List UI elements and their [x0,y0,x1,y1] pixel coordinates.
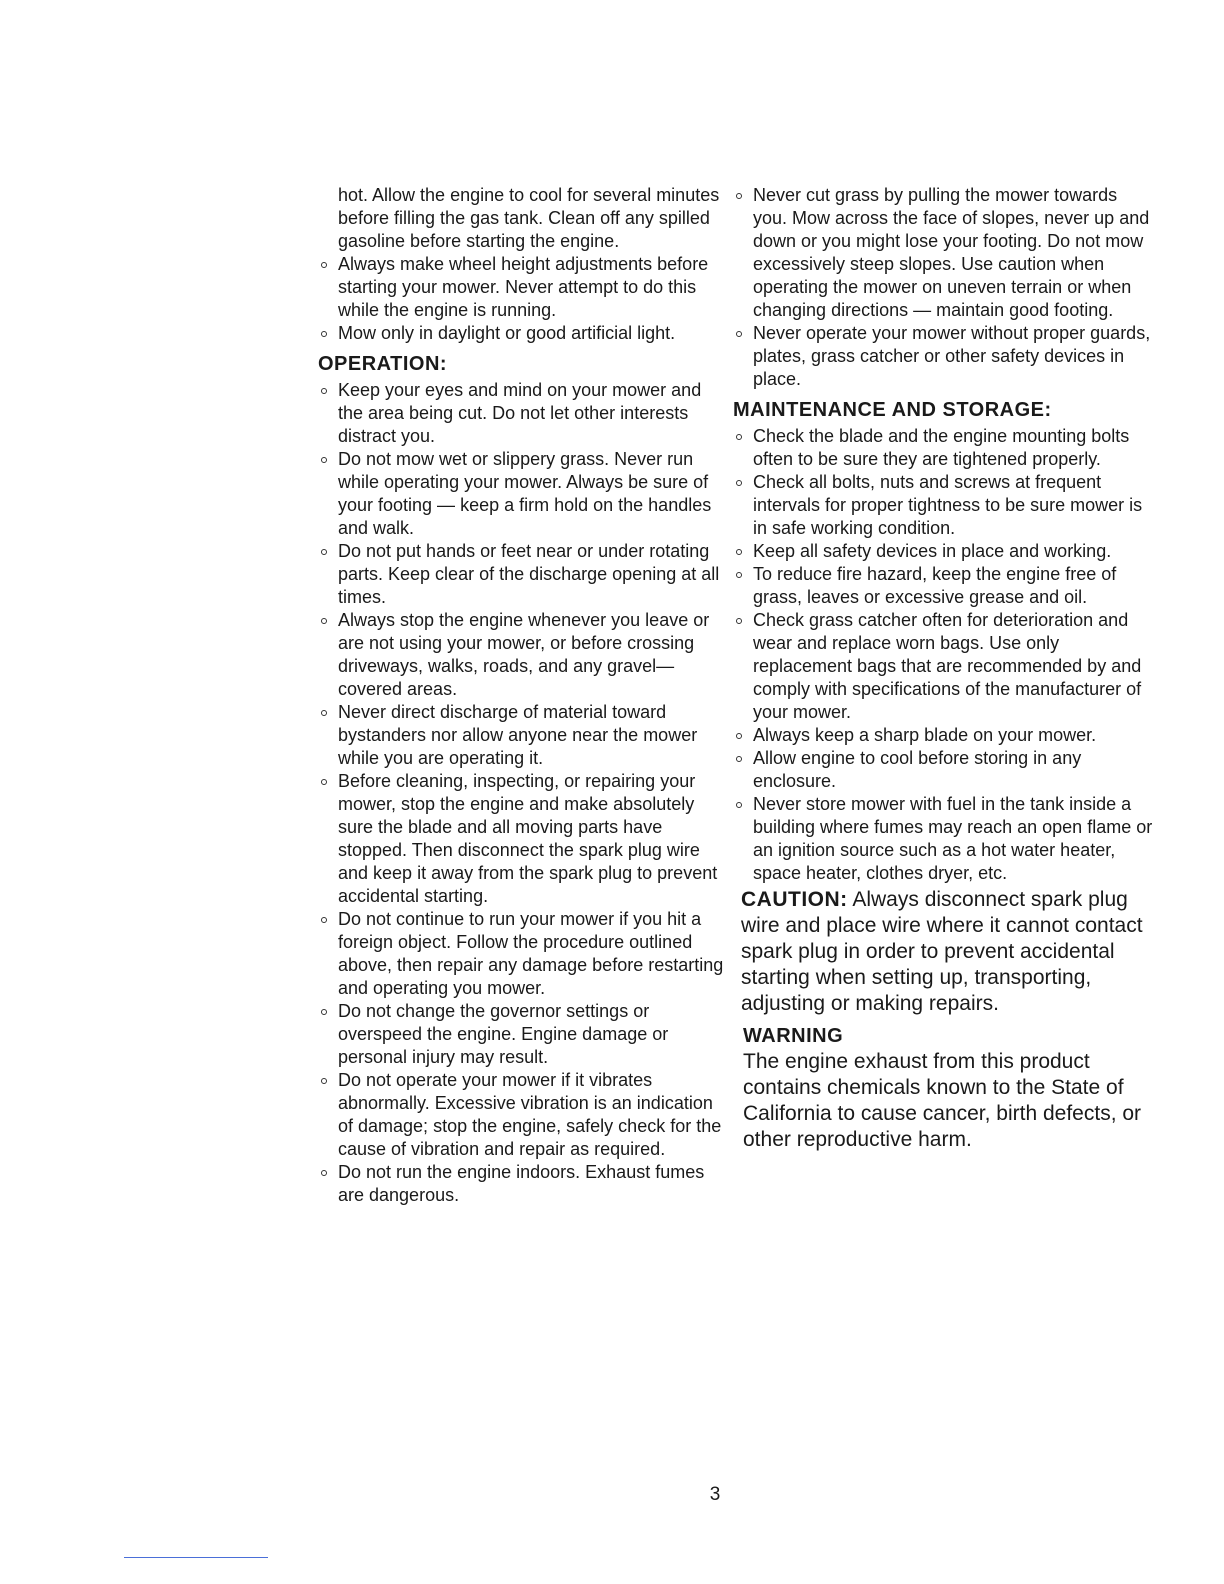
caution-notice [741,887,1153,1017]
caution-text: Always disconnect spark plug wire and place wire where it cannot contact spark plug in order to prevent accidental starting when setting up, transporting, adjusting or making repairs. [741,888,1143,1015]
operation-list [318,379,728,1207]
list-item: Never direct discharge of material toward bystanders nor allow anyone near the mower while you are operating it. [318,701,728,770]
maintenance-heading: MAINTENANCE AND STORAGE: [733,399,1052,421]
page-number: 3 [709,1484,721,1505]
list-item: Do not mow wet or slippery grass. Never run while operating your mower. Always be sure of your footing — keep a firm hold on the handles and walk. [318,448,728,540]
operation-heading: OPERATION: [318,353,448,375]
list-item: Always keep a sharp blade on your mower. [733,724,1153,747]
list-item: Do not continue to run your mower if you hit a foreign object. Follow the procedure outlined above, then repair any damage before restarting and operating you mower. [318,908,728,1000]
list-item: Check all bolts, nuts and screws at frequent intervals for proper tightness to be sure mower is in safe working condition. [733,471,1153,540]
list-item: Do not operate your mower if it vibrates abnormally. Excessive vibration is an indication of damage; stop the engine, safely check for the cause of vibration and repair as required. [318,1069,728,1161]
list-item: Do not change the governor settings or overspeed the engine. Engine damage or personal injury may result. [318,1000,728,1069]
footer-rule [124,1557,268,1558]
list-item: Check grass catcher often for deterioration and wear and replace worn bags. Use only replacement bags that are recommended by and comply with specifications of the manufacturer of your mower. [733,609,1153,724]
caution-label: CAUTION: [741,888,848,911]
list-item: Mow only in daylight or good artificial light. [318,322,728,345]
left-column [318,184,728,1207]
slope-safety-list [733,184,1153,391]
list-item: Do not run the engine indoors. Exhaust fumes are dangerous. [318,1161,728,1207]
list-item: Before cleaning, inspecting, or repairing your mower, stop the engine and make absolutely sure the blade and all moving parts have stopped. Then disconnect the spark plug wire and keep it away from the spark plug to prevent accidental starting. [318,770,728,908]
list-item: Always make wheel height adjustments before starting your mower. Never attempt to do this while the engine is running. [318,253,728,322]
list-item: Always stop the engine whenever you leave or are not using your mower, or before crossing driveways, walks, roads, and any gravel—covered areas. [318,609,728,701]
list-item: Check the blade and the engine mounting bolts often to be sure they are tightened properly. [733,425,1153,471]
list-item: Allow engine to cool before storing in any enclosure. [733,747,1153,793]
list-item: Keep your eyes and mind on your mower and the area being cut. Do not let other interests distract you. [318,379,728,448]
list-item: Never store mower with fuel in the tank inside a building where fumes may reach an open flame or an ignition source such as a hot water heater, space heater, clothes dryer, etc. [733,793,1153,885]
list-item: Never cut grass by pulling the mower towards you. Mow across the face of slopes, never up and down or you might lose your footing. Do not mow excessively steep slopes. Use caution when operating the mower on uneven terrain or when changing directions — maintain good footing. [733,184,1153,322]
list-item: Keep all safety devices in place and working. [733,540,1153,563]
right-column [733,184,1153,1153]
maintenance-list [733,425,1153,885]
warning-text: The engine exhaust from this product contains chemicals known to the State of California to cause cancer, birth defects, or other reproductive harm. [743,1050,1142,1151]
list-item: Do not put hands or feet near or under rotating parts. Keep clear of the discharge opening at all times. [318,540,728,609]
list-item: Never operate your mower without proper guards, plates, grass catcher or other safety devices in place. [733,322,1153,391]
warning-heading: WARNING [743,1025,844,1047]
pre-operation-list [318,253,728,345]
list-item: To reduce fire hazard, keep the engine free of grass, leaves or excessive grease and oil. [733,563,1153,609]
intro-paragraph: hot. Allow the engine to cool for several minutes before filling the gas tank. Clean off any spilled gasoline before starting the engine. [338,185,720,251]
